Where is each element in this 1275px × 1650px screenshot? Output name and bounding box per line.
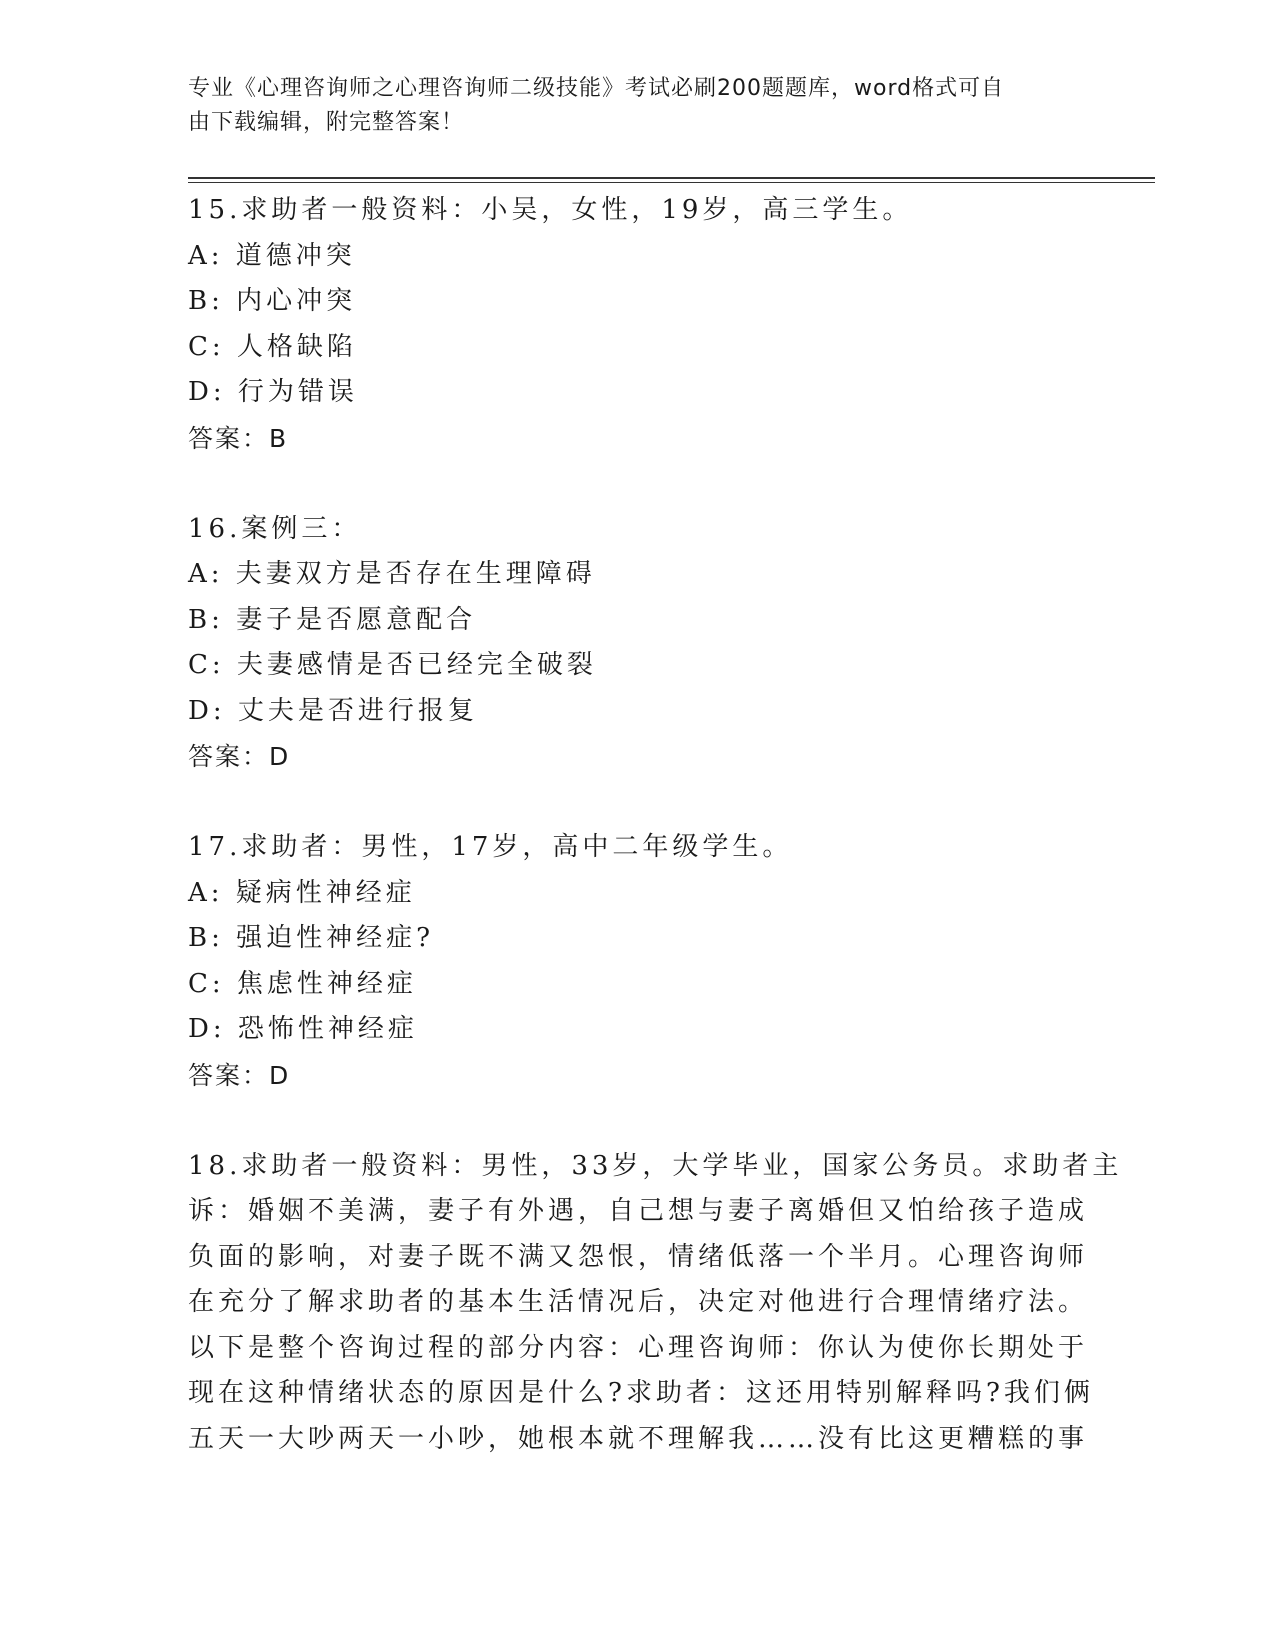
question-18-line-7: 五天一大吵两天一小吵，她根本就不理解我……没有比这更糟糕的事	[188, 1423, 1089, 1454]
option-c: C: 夫妻感情是否已经完全破裂	[188, 650, 597, 680]
option-b: B: 强迫性神经症?	[188, 923, 435, 953]
header-line-2: 由下载编辑，附完整答案！	[188, 110, 465, 135]
answer-line: 答案：B	[188, 423, 289, 453]
header-line-1: 专业《心理咨询师之心理咨询师二级技能》考试必刷200题题库，word格式可自	[188, 76, 1005, 101]
question-stem: 15.求助者一般资料：小吴，女性，19岁，高三学生。	[188, 195, 913, 225]
option-d: D: 行为错误	[188, 377, 358, 407]
question-18	[188, 1144, 1123, 1463]
question-15	[188, 188, 1088, 461]
spacer	[188, 1098, 1088, 1144]
option-c: C: 人格缺陷	[188, 331, 357, 362]
spacer	[188, 461, 1088, 507]
question-stem: 16.案例三：	[188, 513, 362, 544]
option-d: D: 恐怖性神经症	[188, 1014, 418, 1044]
question-18-line-1: 18.求助者一般资料：男性，33岁，大学毕业，国家公务员。求助者主	[188, 1150, 1123, 1181]
header-divider-thick	[188, 177, 1155, 179]
question-18-line-5: 以下是整个咨询过程的部分内容：心理咨询师：你认为使你长期处于	[188, 1332, 1089, 1363]
option-a: A: 道德冲突	[188, 240, 356, 271]
question-18-line-3: 负面的影响，对妻子既不满又怨恨，情绪低落一个半月。心理咨询师	[188, 1241, 1089, 1272]
question-18-line-2: 诉：婚姻不美满，妻子有外遇，自己想与妻子离婚但又怕给孩子造成	[188, 1196, 1089, 1226]
option-a: A: 疑病性神经症	[188, 877, 416, 908]
question-16	[188, 507, 1088, 780]
question-stem: 17.求助者：男性，17岁，高中二年级学生。	[188, 832, 793, 862]
spacer	[188, 780, 1088, 826]
question-18-line-4: 在充分了解求助者的基本生活情况后，决定对他进行合理情绪疗法。	[188, 1287, 1089, 1317]
answer-line: 答案：D	[188, 1060, 291, 1090]
option-d: D: 丈夫是否进行报复	[188, 695, 478, 726]
option-c: C: 焦虑性神经症	[188, 968, 417, 999]
document-header	[188, 72, 1068, 140]
question-17	[188, 825, 1088, 1098]
option-a: A: 夫妻双方是否存在生理障碍	[188, 559, 596, 589]
answer-line: 答案：D	[188, 742, 291, 771]
option-b: B: 内心冲突	[188, 286, 357, 316]
question-18-line-6: 现在这种情绪状态的原因是什么?求助者：这还用特别解释吗?我们俩	[188, 1378, 1094, 1408]
header-divider-thin	[188, 182, 1155, 183]
question-list	[188, 188, 1123, 1462]
option-b: B: 妻子是否愿意配合	[188, 604, 477, 635]
